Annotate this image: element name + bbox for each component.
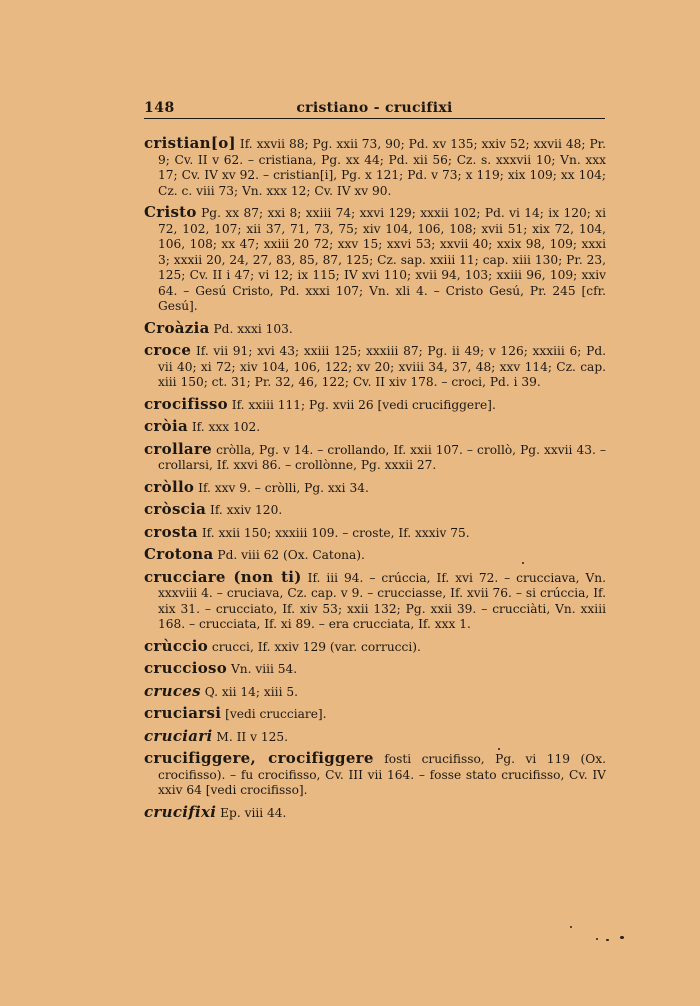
entry-text: Q. xii 14; xiii 5. [204,684,298,699]
entry-text: If. xxii 150; xxxiii 109. – croste, If. xxxiv 75. [201,525,470,540]
entry-headword: cròllo [144,477,195,496]
entry-text: [vedi crucciare]. [225,707,327,721]
entry-text: If. xxx 102. [191,420,261,434]
entry-headword: cruciari [144,726,213,745]
dictionary-entry [144,802,606,822]
ink-speck [570,926,572,928]
ink-speck [620,936,624,939]
entry-headword: Crotona [144,545,214,563]
dictionary-entry [144,343,606,391]
entry-text: If. xxv 9. – cròlli, Pg. xxi 34. [198,480,369,495]
dictionary-entry [144,567,606,633]
dictionary-entry [144,726,606,746]
entry-text: fosti crucifisso, Pg. vi 119 (Ox. crocifisso). – fu crocifisso, Cv. III vii 164. – fosse stato crucifisso, Cv. IV xxiv 64 [vedi crocifisso]. [158,752,607,797]
entry-text: crucci, If. xxiv 129 (var. corrucci). [211,639,421,654]
entry-headword: croce [144,341,192,359]
entry-text: Vn. viii 54. [230,662,298,676]
entry-headword: crocifisso [144,394,228,413]
dictionary-entry [144,136,606,199]
dictionary-entry [144,318,606,338]
entry-text: Pd. xxxi 103. [213,321,293,336]
page-header [144,98,605,119]
entry-text: Pd. viii 62 (Ox. Catona). [217,548,365,562]
entry-text: Ep. viii 44. [220,805,287,820]
dictionary-entry [144,681,606,701]
entry-headword: cruccioso [144,659,228,677]
entry-text: If. xxvii 88; Pg. xxii 73, 90; Pd. xv 135; xxiv 52; xxvii 48; Pr. 9; Cv. II v 62. – cristiana, Pg. xx 44; Pd. xii 56; Cz. s. xxxvii 10; Vn. xxx 17; Cv. IV xv 92. – cristian[i], Pg. x 121; Pd. v 73; x 119; xix 109; xx 104; Cz. c. viii 73; Vn. xxx 12; Cv. IV xv 90. [158,137,607,198]
dictionary-entry [144,477,606,497]
entry-headword: cròscia [144,500,207,518]
dictionary-entry [144,751,606,799]
page-number: 148 [144,100,175,116]
entry-headword: Cristo [144,203,197,221]
ink-speck [596,938,598,940]
ink-speck [498,748,500,750]
dictionary-entry [144,439,606,474]
dictionary-entry [144,502,606,519]
entry-headword: crucciare (non ti) [144,567,302,586]
entry-text: M. II v 125. [216,729,289,744]
dictionary-entry [144,547,606,564]
entry-headword: cruces [144,681,201,700]
dictionary-entry [144,419,606,436]
entry-headword: cròia [144,417,188,435]
entry-headword: crollare [144,439,213,458]
entry-headword: crucifiggere, crocifiggere [144,749,374,767]
dictionary-entry [144,636,606,656]
entry-text: If. vii 91; xvi 43; xxiii 125; xxxiii 87; Pg. ii 49; v 126; xxxiii 6; Pd. vii 40; xi 72; xiv 104, 106, 122; xv 20; xviii 34, 37, 48; xxv 114; Cz. cap. xiii 150; ct. 31; Pr. 32, 46, 122; Cv. II xiv 178. – croci, Pd. i 39. [158,344,606,389]
dictionary-entry [144,706,606,723]
entry-headword: cruciarsi [144,704,222,722]
entry-headword: cristian[o] [144,134,236,152]
entry-text: Pg. xx 87; xxi 8; xxiii 74; xxvi 129; xxxii 102; Pd. vi 14; ix 120; xi 72, 102, 107; xii 37, 71, 73, 75; xiv 104, 106, 108; xvii 51; xix 72, 104, 106, 108; xx 47; xxiii 20 72; xxv 15; xxvi 53; xxvii 40; xxix 98, 109; xxxi 3; xxxii 20, 24, 27, 83, 85, 87, 125; Cz. sap. xxiii 11; cap. xiii 130; Pr. 23, 125; Cv. II i 47; vi 12; ix 115; IV xvi 110; xvii 94, 103; xxiii 96, 109; xxiv 64. – Gesú Cristo, Pd. xxxi 107; Vn. xli 4. – Cristo Gesú, Pr. 245 [cfr. Gesú]. [158,206,606,313]
ink-speck [522,562,524,564]
entry-headword: crucifixi [144,802,217,821]
ink-speck [606,939,609,941]
entry-text: If. iii 94. – crúccia, If. xvi 72. – crucciava, Vn. xxxviii 4. – cruciava, Cz. cap. v 9. – crucciasse, If. xvii 76. – si crúccia, If. xix 31. – crucciato, If. xiv 53; xxii 132; Pg. xxii 39. – crucciàti, Vn. xxiii 168. – crucciata, If. xi 89. – era crucciata, If. xxx 1. [158,570,606,631]
entry-text: If. xxiv 120. [210,503,283,517]
dictionary-entry [144,522,606,542]
entry-headword: crùccio [144,636,209,655]
dictionary-entries [144,136,606,827]
running-title: cristiano - crucifixi [296,100,453,116]
dictionary-entry [144,661,606,678]
dictionary-entry [144,205,606,315]
entry-text: cròlla, Pg. v 14. – crollando, If. xxii 107. – crollò, Pg. xxvii 43. – crollarsi, If. xxvi 86. – crollònne, Pg. xxxii 27. [158,442,606,472]
entry-text: If. xxiii 111; Pg. xvii 26 [vedi crucifiggere]. [231,397,496,412]
entry-headword: crosta [144,522,198,541]
dictionary-entry [144,394,606,414]
entry-headword: Croàzia [144,318,210,337]
